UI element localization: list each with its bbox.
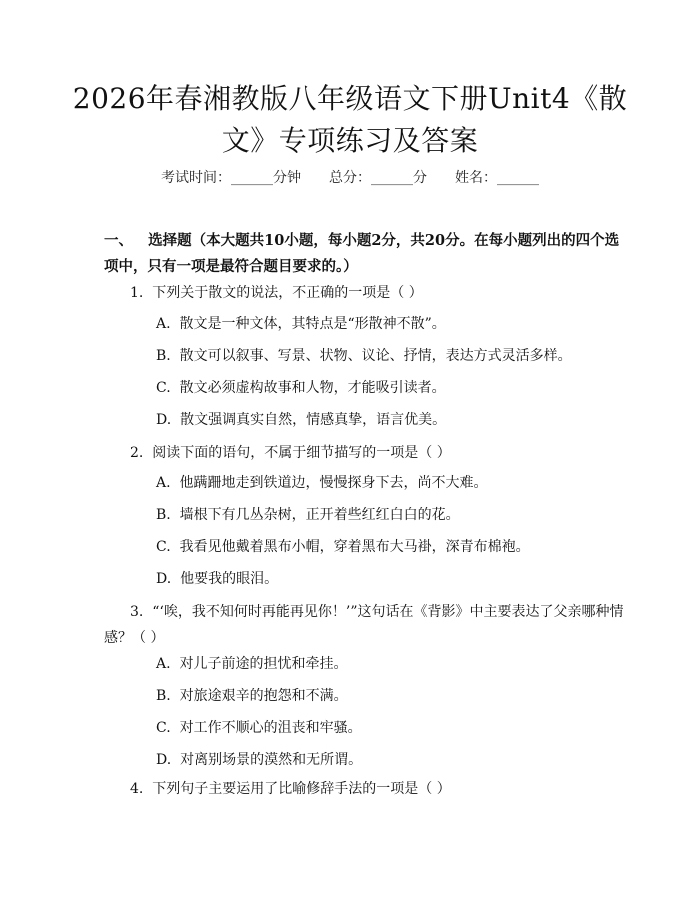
option-letter: A. — [156, 316, 171, 332]
option-text: 对工作不顺心的沮丧和牢骚。 — [179, 720, 362, 736]
option-letter: C. — [156, 539, 171, 555]
question-text: 下列关于散文的说法，不正确的一项是（ ） — [152, 285, 423, 301]
page-title: 2026年春湘教版八年级语文下册Unit4《散文》专项练习及答案 — [72, 82, 628, 157]
option-1b — [156, 345, 616, 367]
option-letter: C. — [156, 380, 171, 396]
option-3b — [156, 685, 616, 707]
option-text: 墙根下有几丛杂树，正开着些红红白白的花。 — [179, 507, 460, 523]
option-text: 对旅途艰辛的抱怨和不满。 — [179, 688, 348, 704]
option-1d — [156, 409, 616, 431]
section-text: 选择题（本大题共10小题，每小题2分，共20分。在每小题列出的四个选项中，只有一项是最符合题目要求的。） — [104, 232, 620, 275]
option-letter: D. — [156, 752, 172, 768]
option-text: 我看见他戴着黑布小帽，穿着黑布大马褂，深青布棉袍。 — [179, 539, 530, 555]
question-4 — [130, 776, 610, 802]
question-text: 下列句子主要运用了比喻修辞手法的一项是（ ） — [152, 781, 451, 797]
question-number: 2. — [130, 445, 144, 461]
option-3c — [156, 717, 616, 739]
name-field: 姓名：______ — [455, 170, 539, 186]
option-text: 对离别场景的漠然和无所谓。 — [180, 752, 363, 768]
option-text: 对儿子前途的担忧和牵挂。 — [179, 656, 348, 672]
option-letter: B. — [156, 688, 171, 704]
exam-meta — [0, 168, 700, 188]
option-letter: A. — [156, 475, 171, 491]
time-field: 考试时间：______分钟 — [161, 170, 301, 186]
option-letter: D. — [156, 412, 172, 428]
question-text: “‘唉，我不知何时再能再见你！’”这句话在《背影》中主要表达了父亲哪种情感？（ ） — [104, 604, 624, 646]
section-number: 一、 — [104, 232, 133, 249]
section-heading — [104, 228, 624, 280]
option-2b — [156, 504, 616, 526]
question-number: 4. — [130, 781, 144, 797]
option-2c — [156, 536, 616, 558]
option-2d — [156, 568, 616, 590]
option-text: 散文强调真实自然，情感真挚，语言优美。 — [180, 412, 447, 428]
option-3d — [156, 749, 616, 771]
option-letter: B. — [156, 348, 171, 364]
option-3a — [156, 653, 616, 675]
score-field: 总分：______分 — [329, 170, 427, 186]
question-number: 1. — [130, 285, 144, 301]
option-text: 散文可以叙事、写景、状物、议论、抒情，表达方式灵活多样。 — [179, 348, 572, 364]
question-2 — [130, 440, 610, 466]
option-letter: B. — [156, 507, 171, 523]
question-text: 阅读下面的语句，不属于细节描写的一项是（ ） — [152, 445, 451, 461]
option-text: 他要我的眼泪。 — [180, 571, 279, 587]
question-3 — [104, 599, 624, 651]
option-letter: C. — [156, 720, 171, 736]
question-number: 3. — [130, 604, 144, 620]
option-text: 散文是一种文体，其特点是“形散神不散”。 — [179, 316, 446, 332]
option-letter: A. — [156, 656, 171, 672]
question-1 — [130, 280, 610, 306]
option-letter: D. — [156, 571, 172, 587]
option-2a — [156, 472, 616, 494]
option-1a — [156, 313, 616, 335]
option-text: 散文必须虚构故事和人物，才能吸引读者。 — [179, 380, 446, 396]
option-1c — [156, 377, 616, 399]
option-text: 他蹒跚地走到铁道边，慢慢探身下去，尚不大难。 — [179, 475, 488, 491]
